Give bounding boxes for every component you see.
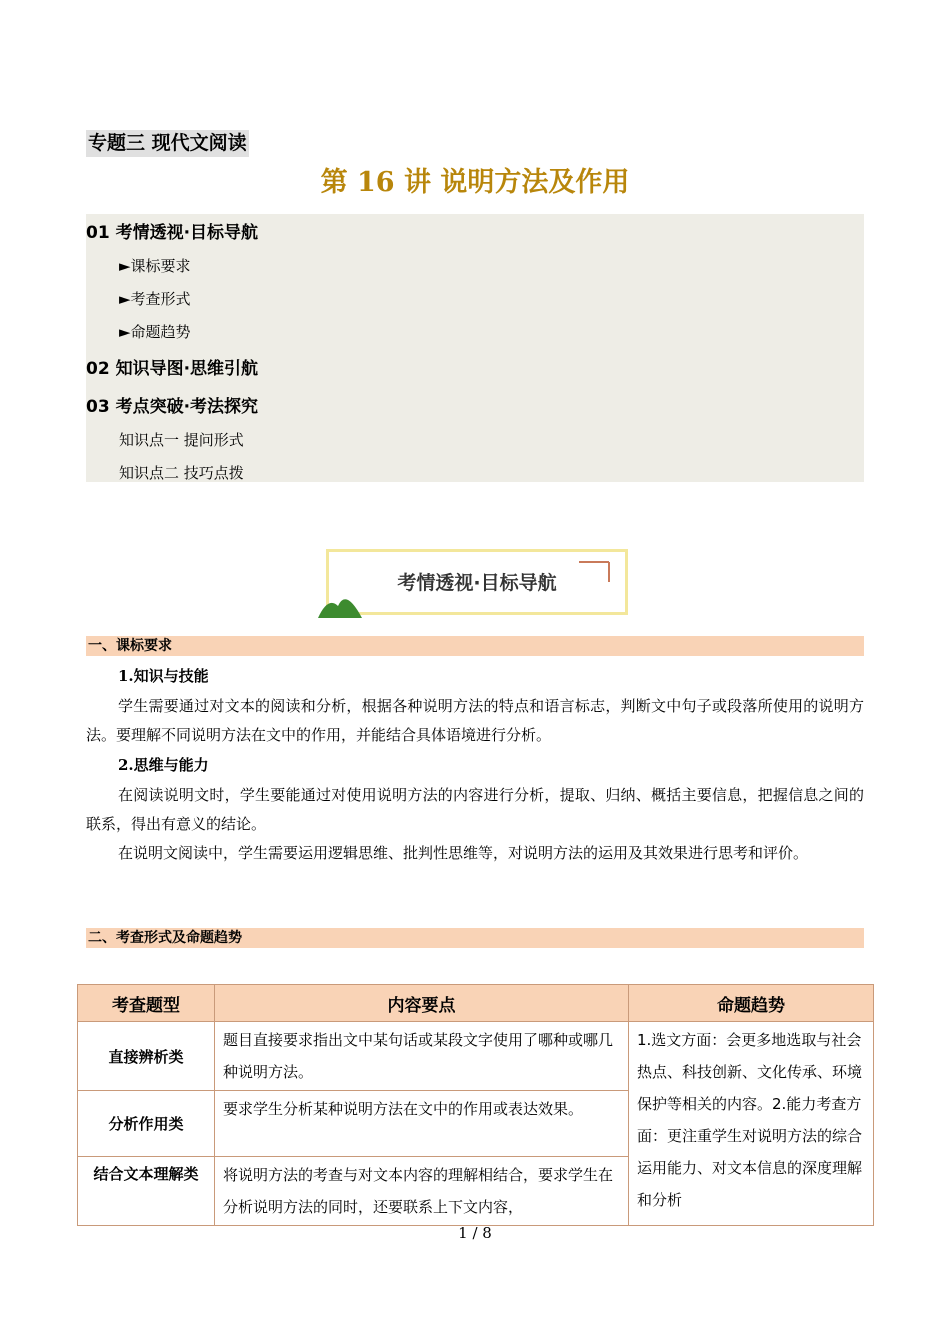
section-banner [326, 549, 628, 615]
section-heading-1: 一、课标要求 [86, 636, 864, 656]
content-cell: 要求学生分析某种说明方法在文中的作用或表达效果。 [215, 1091, 629, 1157]
table-row [78, 1022, 874, 1091]
toc-item: ►命题趋势 [119, 323, 191, 341]
banner-deco-line-icon [579, 556, 619, 586]
toc-item: 知识点一 提问形式 [119, 431, 244, 449]
toc-heading-1: 01 考情透视·目标导航 [86, 223, 259, 243]
table-of-contents [86, 214, 864, 482]
toc-heading-2: 02 知识导图·思维引航 [86, 359, 259, 379]
column-header: 内容要点 [215, 985, 629, 1022]
type-cell: 结合文本理解类 [78, 1157, 215, 1226]
paragraph: 在阅读说明文时，学生要能通过对使用说明方法的内容进行分析，提取、归纳、概括主要信息，把握信息之间的联系，得出有意义的结论。 [86, 786, 864, 833]
paragraph: 在说明文阅读中，学生需要运用逻辑思维、批判性思维等，对说明方法的运用及其效果进行思考和评价。 [118, 844, 809, 862]
column-header: 考查题型 [78, 985, 215, 1022]
type-cell: 直接辨析类 [78, 1022, 215, 1091]
banner-title: 考情透视·目标导航 [397, 572, 557, 594]
subheading: 2.思维与能力 [118, 756, 209, 774]
content-cell: 将说明方法的考查与对文本内容的理解相结合，要求学生在分析说明方法的同时，还要联系上下文内容， [215, 1157, 629, 1226]
type-cell: 分析作用类 [78, 1091, 215, 1157]
exam-form-table [77, 984, 874, 1226]
content-cell: 题目直接要求指出文中某句话或某段文字使用了哪种或哪几种说明方法。 [215, 1022, 629, 1091]
page-number: 1 / 8 [458, 1224, 492, 1242]
subheading: 1.知识与技能 [118, 667, 209, 685]
page-title: 第 16 讲 说明方法及作用 [320, 167, 630, 198]
toc-item: 知识点二 技巧点拨 [119, 464, 244, 482]
column-header: 命题趋势 [629, 985, 874, 1022]
table-header-row [78, 985, 874, 1022]
toc-item: ►考查形式 [119, 290, 191, 308]
paragraph: 学生需要通过对文本的阅读和分析，根据各种说明方法的特点和语言标志，判断文中句子或段落所使用的说明方法。要理解不同说明方法在文中的作用，并能结合具体语境进行分析。 [86, 697, 864, 744]
toc-heading-3: 03 考点突破·考法探究 [86, 397, 259, 417]
mountain-icon [316, 588, 366, 620]
trend-cell: 1.选文方面：会更多地选取与社会热点、科技创新、文化传承、环境保护等相关的内容。2.能力考查方面：更注重学生对说明方法的综合运用能力、对文本信息的深度理解和分析 [629, 1022, 874, 1226]
section-label: 专题三 现代文阅读 [86, 130, 249, 157]
toc-item: ►课标要求 [119, 257, 191, 275]
section-heading-2: 二、考查形式及命题趋势 [86, 928, 864, 948]
